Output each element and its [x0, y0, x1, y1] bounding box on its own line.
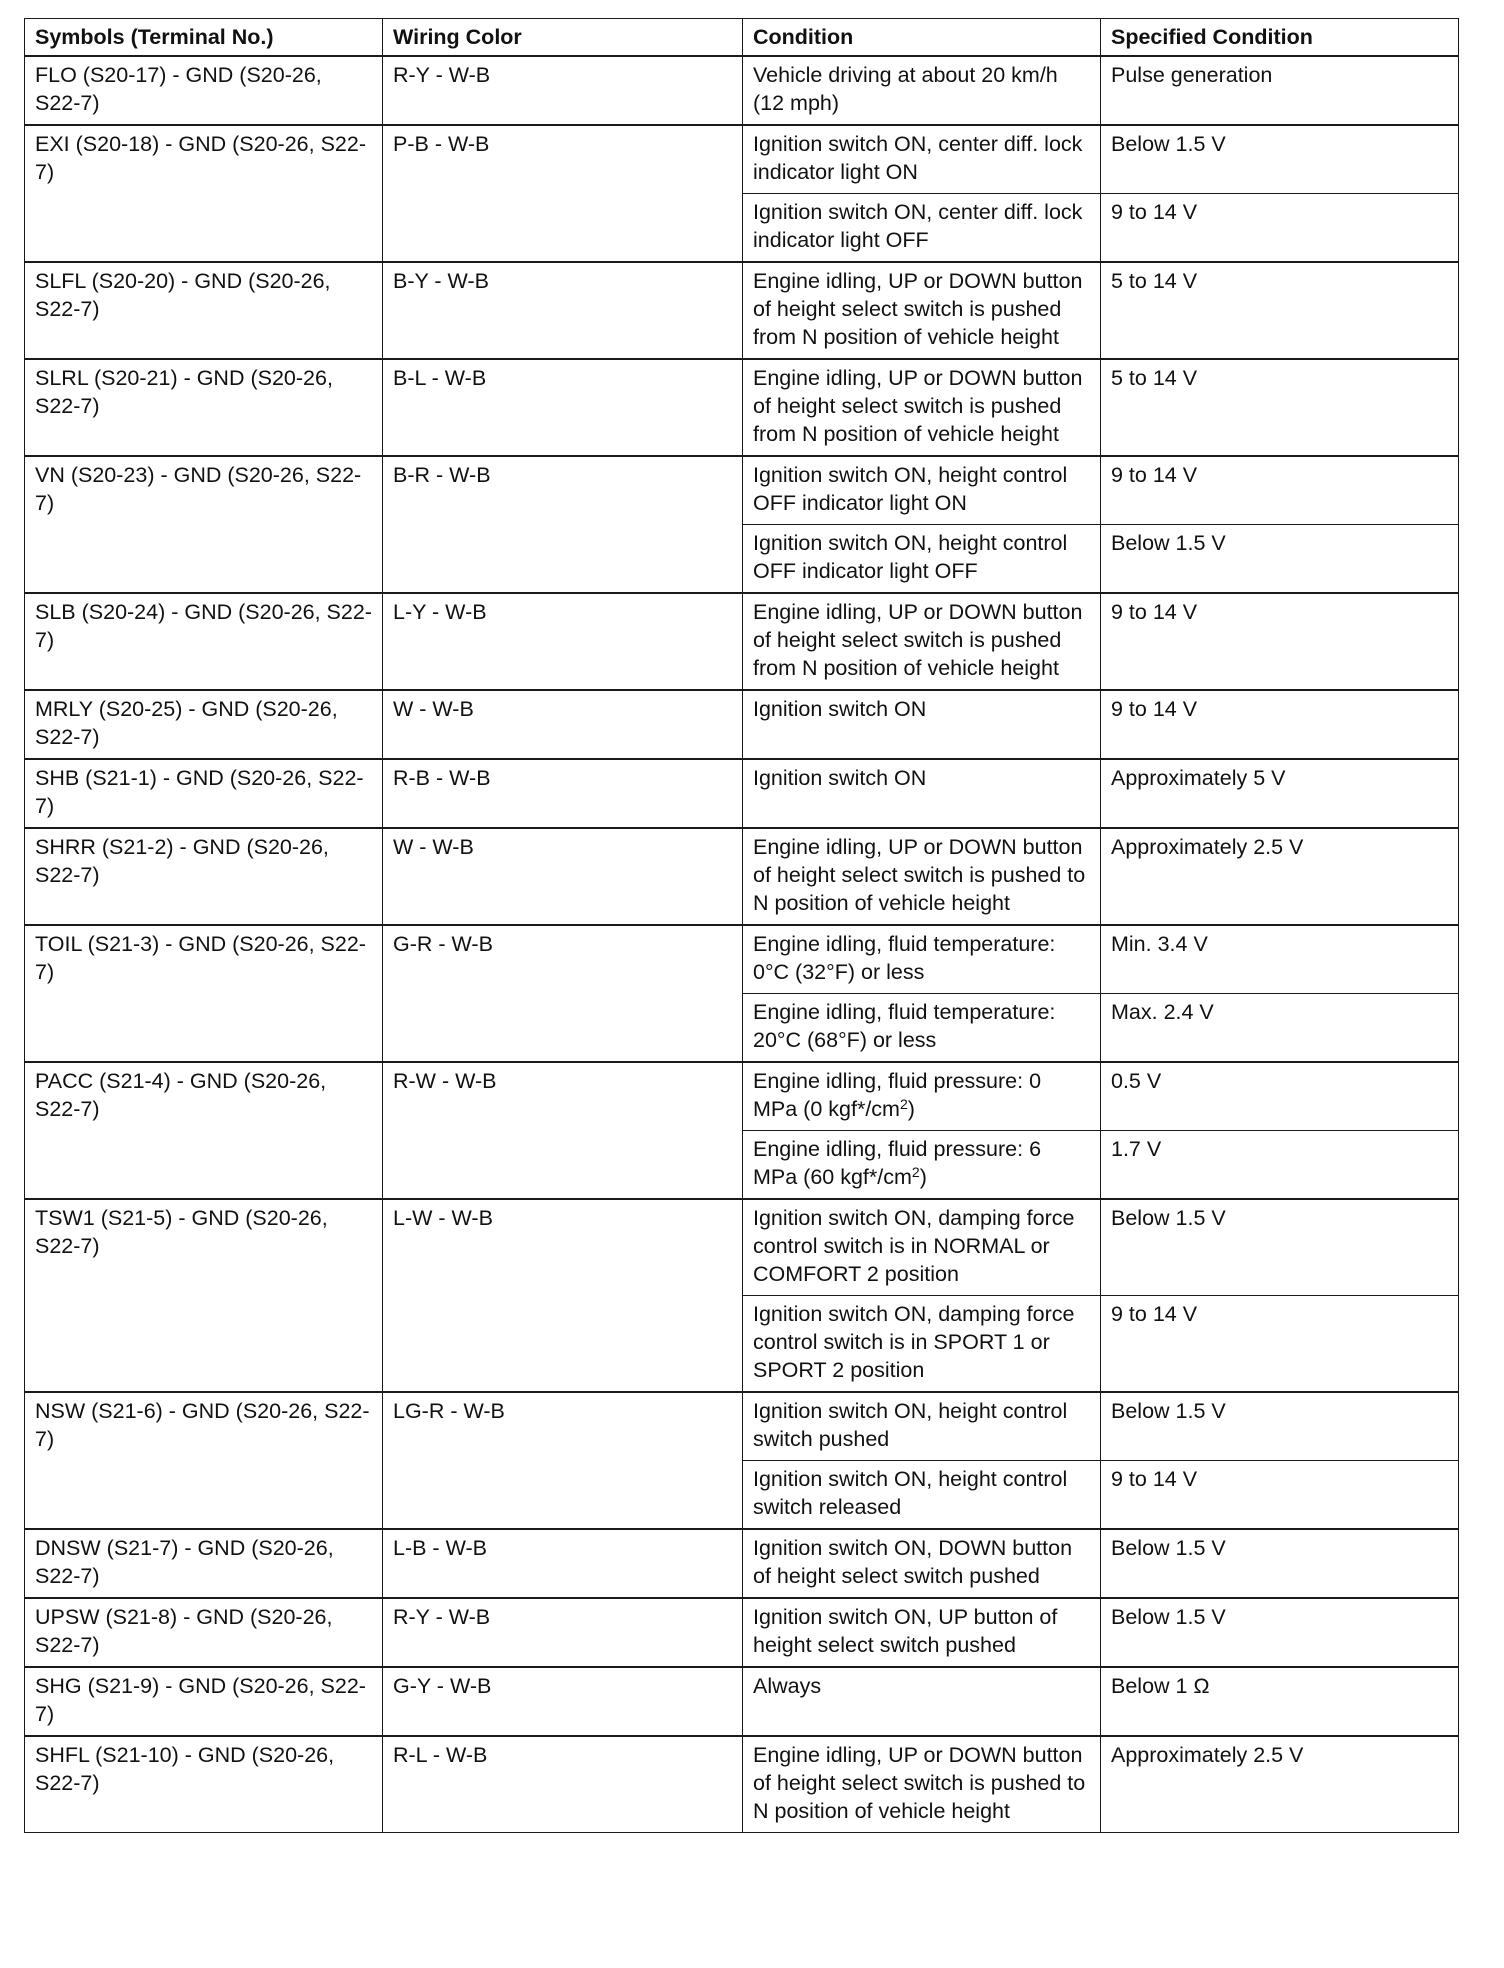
condition-cell: Ignition switch ON, height control switch pushed	[743, 1392, 1101, 1461]
condition-cell: Engine idling, UP or DOWN button of height select switch is pushed to N position of vehicle height	[743, 828, 1101, 925]
table-row	[25, 1736, 1459, 1833]
table-row	[25, 262, 1459, 359]
header-wiring-color: Wiring Color	[383, 19, 743, 57]
symbol-cell: SLB (S20-24) - GND (S20-26, S22-7)	[25, 593, 383, 690]
condition-cell: Ignition switch ON	[743, 690, 1101, 759]
table-row	[25, 828, 1459, 925]
wiring-color-cell: P-B - W-B	[383, 125, 743, 262]
specified-condition-cell: Approximately 5 V	[1101, 759, 1459, 828]
specified-condition-cell: Below 1.5 V	[1101, 525, 1459, 594]
condition-cell: Ignition switch ON, height control switch released	[743, 1461, 1101, 1530]
specified-condition-cell: 9 to 14 V	[1101, 690, 1459, 759]
specified-condition-cell: 0.5 V	[1101, 1062, 1459, 1131]
header-specified-condition: Specified Condition	[1101, 19, 1459, 57]
table-row	[25, 1667, 1459, 1736]
condition-cell: Ignition switch ON, damping force control switch is in NORMAL or COMFORT 2 position	[743, 1199, 1101, 1296]
table-row	[25, 125, 1459, 194]
wiring-color-cell: R-W - W-B	[383, 1062, 743, 1199]
table-header	[25, 19, 1459, 57]
condition-text: Engine idling, fluid pressure: 0 MPa (0 kgf*/cm	[753, 1069, 1042, 1121]
wiring-color-cell: L-Y - W-B	[383, 593, 743, 690]
wiring-color-cell: L-W - W-B	[383, 1199, 743, 1392]
condition-cell	[743, 1062, 1101, 1131]
condition-cell: Ignition switch ON, height control OFF indicator light ON	[743, 456, 1101, 525]
specified-condition-cell: Below 1 Ω	[1101, 1667, 1459, 1736]
specified-condition-cell: Below 1.5 V	[1101, 1598, 1459, 1667]
specified-condition-cell: Min. 3.4 V	[1101, 925, 1459, 994]
specified-condition-cell: Approximately 2.5 V	[1101, 828, 1459, 925]
condition-cell: Ignition switch ON, center diff. lock indicator light OFF	[743, 194, 1101, 263]
condition-cell: Engine idling, UP or DOWN button of height select switch is pushed from N position of vehicle height	[743, 359, 1101, 456]
specified-condition-cell: 9 to 14 V	[1101, 1296, 1459, 1393]
header-symbols: Symbols (Terminal No.)	[25, 19, 383, 57]
condition-cell: Engine idling, UP or DOWN button of height select switch is pushed from N position of vehicle height	[743, 593, 1101, 690]
specified-condition-cell: Below 1.5 V	[1101, 1199, 1459, 1296]
table-row	[25, 1392, 1459, 1461]
symbol-cell: VN (S20-23) - GND (S20-26, S22-7)	[25, 456, 383, 593]
wiring-color-cell: G-Y - W-B	[383, 1667, 743, 1736]
table-row	[25, 925, 1459, 994]
wiring-color-cell: B-Y - W-B	[383, 262, 743, 359]
wiring-color-cell: R-L - W-B	[383, 1736, 743, 1833]
specified-condition-cell: 9 to 14 V	[1101, 456, 1459, 525]
wiring-color-cell: R-Y - W-B	[383, 1598, 743, 1667]
condition-cell: Engine idling, UP or DOWN button of height select switch is pushed from N position of vehicle height	[743, 262, 1101, 359]
condition-cell: Engine idling, UP or DOWN button of height select switch is pushed to N position of vehicle height	[743, 1736, 1101, 1833]
wiring-color-cell: W - W-B	[383, 690, 743, 759]
specified-condition-cell: Pulse generation	[1101, 56, 1459, 125]
unit-superscript: 2	[899, 1096, 908, 1112]
symbol-cell: NSW (S21-6) - GND (S20-26, S22-7)	[25, 1392, 383, 1529]
specified-condition-cell: Below 1.5 V	[1101, 1392, 1459, 1461]
symbol-cell: SLFL (S20-20) - GND (S20-26, S22-7)	[25, 262, 383, 359]
condition-text-end: )	[907, 1097, 915, 1121]
table-row	[25, 1062, 1459, 1131]
wiring-color-cell: LG-R - W-B	[383, 1392, 743, 1529]
symbol-cell: EXI (S20-18) - GND (S20-26, S22-7)	[25, 125, 383, 262]
symbol-cell: TOIL (S21-3) - GND (S20-26, S22-7)	[25, 925, 383, 1062]
symbol-cell: PACC (S21-4) - GND (S20-26, S22-7)	[25, 1062, 383, 1199]
condition-cell: Vehicle driving at about 20 km/h (12 mph)	[743, 56, 1101, 125]
condition-cell: Engine idling, fluid temperature: 20°C (68°F) or less	[743, 994, 1101, 1063]
symbol-cell: SHFL (S21-10) - GND (S20-26, S22-7)	[25, 1736, 383, 1833]
specified-condition-cell: 9 to 14 V	[1101, 1461, 1459, 1530]
specified-condition-cell: Approximately 2.5 V	[1101, 1736, 1459, 1833]
wiring-color-cell: B-R - W-B	[383, 456, 743, 593]
table-row	[25, 759, 1459, 828]
symbol-cell: MRLY (S20-25) - GND (S20-26, S22-7)	[25, 690, 383, 759]
table-row	[25, 593, 1459, 690]
specified-condition-cell: 1.7 V	[1101, 1131, 1459, 1200]
table-row	[25, 1529, 1459, 1598]
condition-cell: Ignition switch ON, damping force control switch is in SPORT 1 or SPORT 2 position	[743, 1296, 1101, 1393]
terminal-spec-table	[24, 18, 1459, 1833]
header-row	[25, 19, 1459, 57]
symbol-cell: TSW1 (S21-5) - GND (S20-26, S22-7)	[25, 1199, 383, 1392]
table-body	[25, 56, 1459, 1833]
symbol-cell: DNSW (S21-7) - GND (S20-26, S22-7)	[25, 1529, 383, 1598]
symbol-cell: SHG (S21-9) - GND (S20-26, S22-7)	[25, 1667, 383, 1736]
wiring-color-cell: L-B - W-B	[383, 1529, 743, 1598]
wiring-color-cell: R-Y - W-B	[383, 56, 743, 125]
condition-cell	[743, 1131, 1101, 1200]
specified-condition-cell: 5 to 14 V	[1101, 359, 1459, 456]
specified-condition-cell: Below 1.5 V	[1101, 125, 1459, 194]
unit-superscript: 2	[911, 1164, 920, 1180]
table-row	[25, 690, 1459, 759]
condition-text: Engine idling, fluid pressure: 6 MPa (60 kgf*/cm	[753, 1137, 1042, 1189]
symbol-cell: UPSW (S21-8) - GND (S20-26, S22-7)	[25, 1598, 383, 1667]
condition-cell: Ignition switch ON, DOWN button of height select switch pushed	[743, 1529, 1101, 1598]
table-row	[25, 56, 1459, 125]
wiring-color-cell: G-R - W-B	[383, 925, 743, 1062]
wiring-color-cell: R-B - W-B	[383, 759, 743, 828]
condition-cell: Ignition switch ON, height control OFF indicator light OFF	[743, 525, 1101, 594]
table-row	[25, 456, 1459, 525]
specified-condition-cell: 5 to 14 V	[1101, 262, 1459, 359]
symbol-cell: SLRL (S20-21) - GND (S20-26, S22-7)	[25, 359, 383, 456]
symbol-cell: FLO (S20-17) - GND (S20-26, S22-7)	[25, 56, 383, 125]
table-row	[25, 1199, 1459, 1296]
wiring-color-cell: B-L - W-B	[383, 359, 743, 456]
specified-condition-cell: 9 to 14 V	[1101, 194, 1459, 263]
wiring-color-cell: W - W-B	[383, 828, 743, 925]
specified-condition-cell: Max. 2.4 V	[1101, 994, 1459, 1063]
condition-cell: Always	[743, 1667, 1101, 1736]
condition-cell: Ignition switch ON	[743, 759, 1101, 828]
table-row	[25, 1598, 1459, 1667]
condition-cell: Ignition switch ON, center diff. lock indicator light ON	[743, 125, 1101, 194]
condition-cell: Engine idling, fluid temperature: 0°C (32°F) or less	[743, 925, 1101, 994]
specified-condition-cell: Below 1.5 V	[1101, 1529, 1459, 1598]
table-row	[25, 359, 1459, 456]
symbol-cell: SHRR (S21-2) - GND (S20-26, S22-7)	[25, 828, 383, 925]
header-condition: Condition	[743, 19, 1101, 57]
condition-text-end: )	[919, 1165, 927, 1189]
specified-condition-cell: 9 to 14 V	[1101, 593, 1459, 690]
symbol-cell: SHB (S21-1) - GND (S20-26, S22-7)	[25, 759, 383, 828]
condition-cell: Ignition switch ON, UP button of height select switch pushed	[743, 1598, 1101, 1667]
